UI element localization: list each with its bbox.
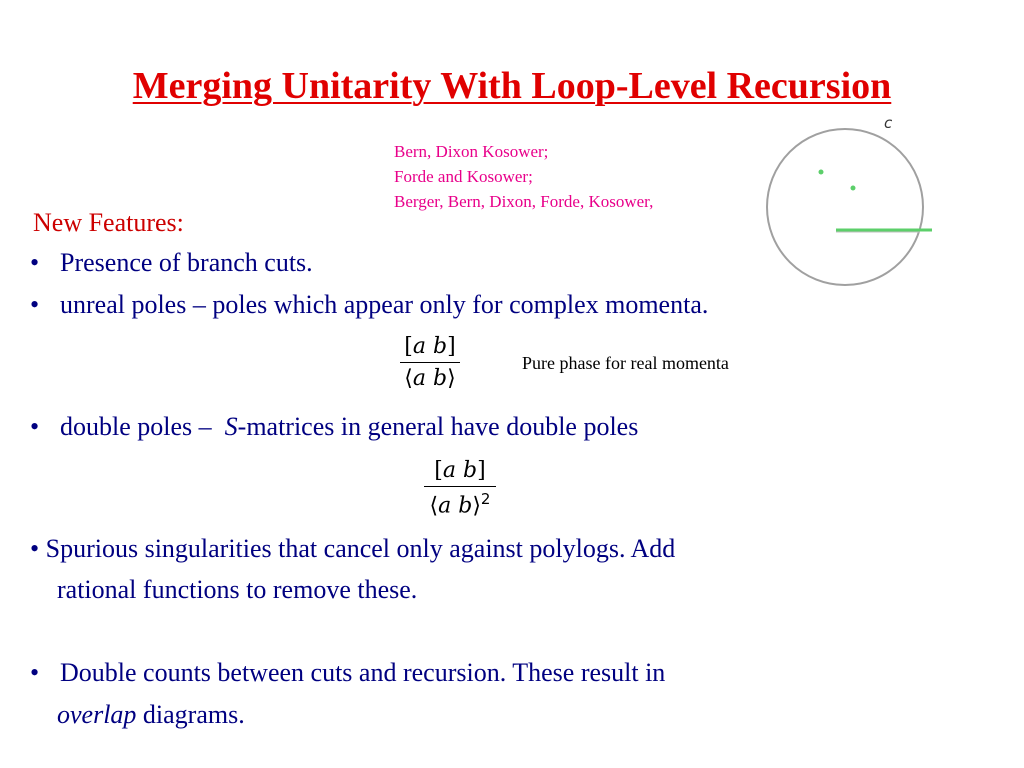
bullet-spurious-continuation: rational functions to remove these. <box>57 575 418 604</box>
bullet-double-poles: • double poles – S-matrices in general have double poles <box>30 412 639 441</box>
formula-note: Pure phase for real momenta <box>522 353 729 373</box>
contour-label: c <box>884 114 893 132</box>
reference-3: Berger, Bern, Dixon, Forde, Kosower, <box>394 192 654 211</box>
slide-title: Merging Unitarity With Loop-Level Recursion <box>132 65 892 107</box>
pole-point-2 <box>851 186 856 191</box>
bullet-spurious: • Spurious singularities that cancel only against polylogs. Add <box>30 534 676 563</box>
bullet-double-counts-continuation: overlap diagrams. <box>57 700 245 729</box>
contour-diagram <box>760 112 942 294</box>
bullet-unreal-poles: • unreal poles – poles which appear only for complex momenta. <box>30 290 709 319</box>
bullet-branch-cuts: • Presence of branch cuts. <box>30 248 313 277</box>
formula-phase: [a b] ⟨a b⟩ <box>400 334 460 391</box>
pole-point-1 <box>819 170 824 175</box>
new-features-heading: New Features: <box>33 208 184 237</box>
formula-double-pole: [a b] ⟨a b⟩$^2$ <box>424 458 496 518</box>
bullet-double-counts: • Double counts between cuts and recursion. These result in <box>30 658 666 687</box>
reference-1: Bern, Dixon Kosower; <box>394 142 549 161</box>
references <box>394 139 653 214</box>
contour-circle <box>767 129 923 285</box>
reference-2: Forde and Kosower; <box>394 167 533 186</box>
